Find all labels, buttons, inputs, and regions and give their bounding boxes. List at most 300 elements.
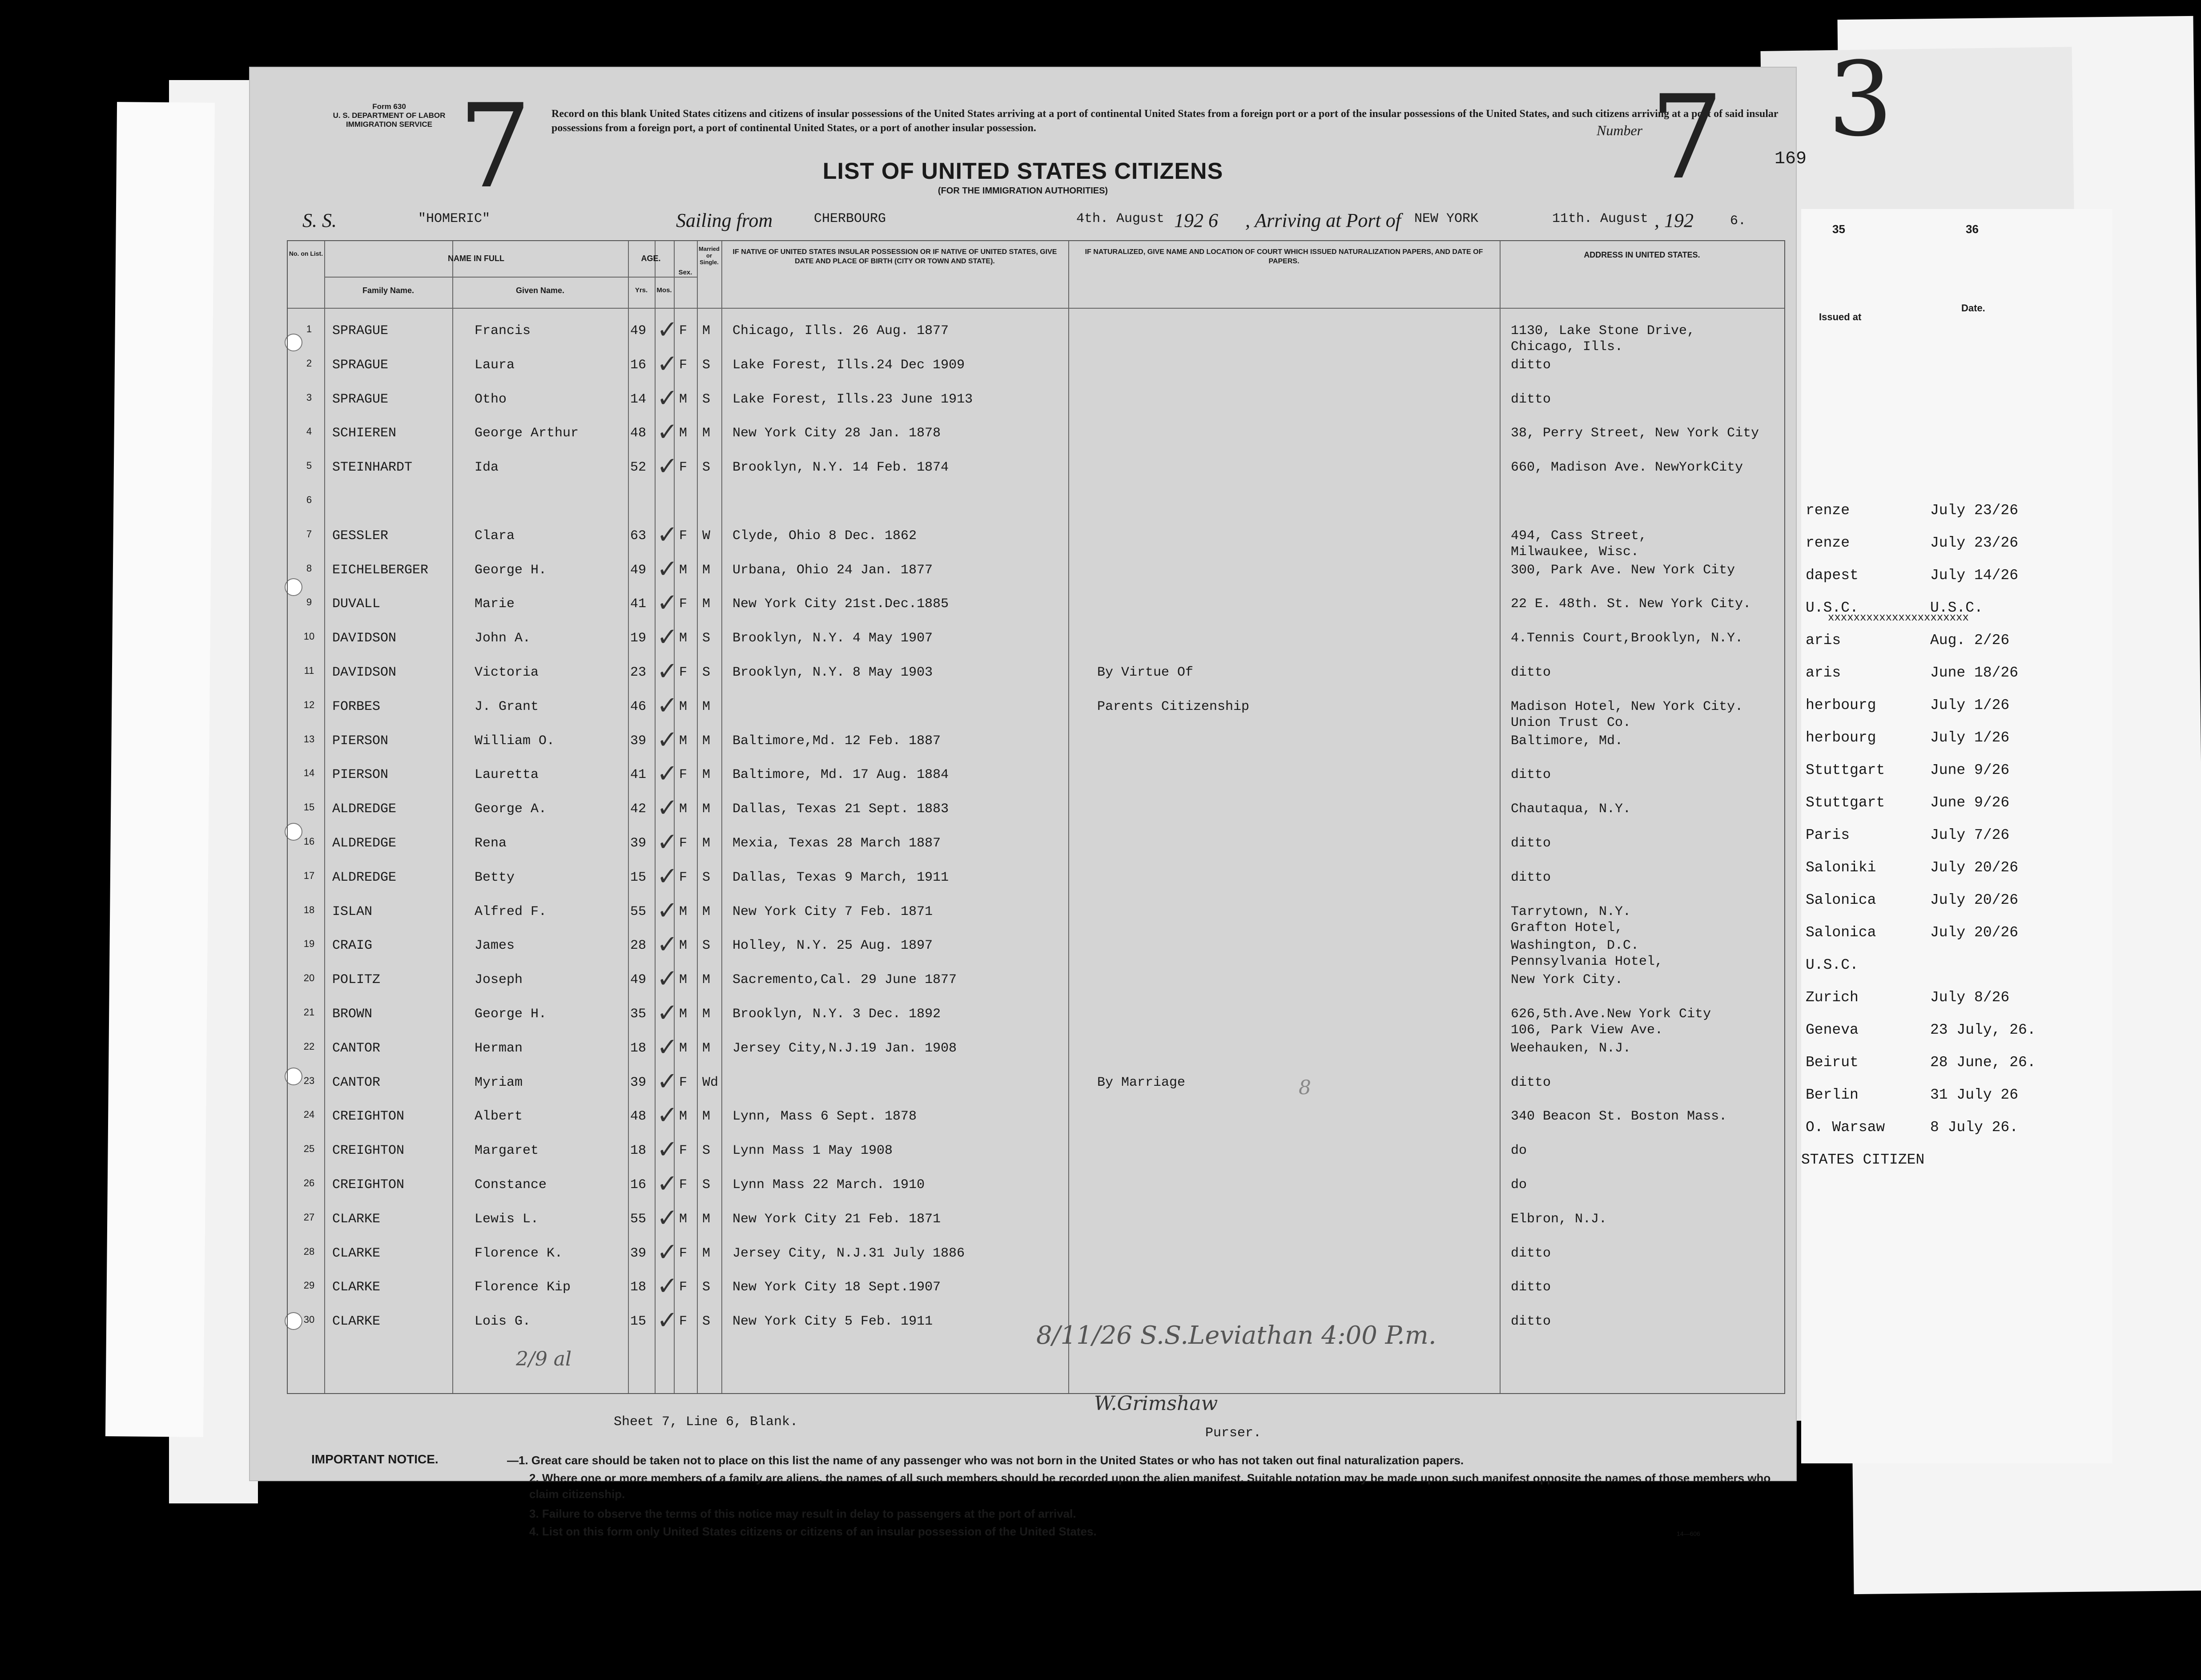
header-age: AGE. (641, 254, 661, 263)
check-mark-icon: ✓ (657, 520, 678, 549)
table-row (288, 1237, 1784, 1275)
table-row (288, 623, 1784, 660)
sex: M (679, 1040, 688, 1056)
form-identifier (322, 102, 456, 129)
strip-date: July 20/26 (1930, 892, 2019, 908)
row-number: 26 (303, 1177, 315, 1188)
table-row (288, 588, 1784, 626)
check-mark-icon: ✓ (657, 1169, 678, 1198)
arriving-label: , Arriving at Port of (1245, 209, 1401, 231)
number-label: Number (1597, 122, 1643, 138)
check-mark-icon: ✓ (657, 1135, 678, 1164)
given-name: Francis (475, 323, 531, 338)
table-row (288, 1272, 1784, 1309)
birth-date-place: Urbana, Ohio 24 Jan. 1877 (732, 562, 933, 578)
check-mark-icon: ✓ (657, 418, 678, 447)
marital-status: W (702, 528, 711, 544)
strip-issued-at: Beirut (1806, 1054, 1859, 1071)
check-mark-icon: ✓ (657, 999, 678, 1027)
age-years: 49 (630, 562, 647, 578)
birth-date-place: Lynn, Mass 6 Sept. 1878 (732, 1109, 917, 1124)
address: Baltimore, Md. (1511, 733, 1623, 749)
family-name: DAVIDSON (332, 631, 397, 646)
table-row (288, 896, 1784, 935)
marital-status: M (702, 1007, 711, 1022)
sex: M (679, 699, 688, 714)
birth-date-place: New York City 5 Feb. 1911 (732, 1314, 933, 1329)
marital-status: S (702, 357, 711, 373)
age-years: 16 (630, 1177, 647, 1193)
given-name: Ida (475, 460, 499, 475)
age-years: 48 (630, 1109, 647, 1124)
table-row (288, 1169, 1784, 1207)
notice-item-4: 4. List on this form only United States citizens or citizens of an insular possession of the United States. (529, 1525, 1097, 1538)
address: Washington, D.C. (1511, 938, 1639, 954)
address: ditto (1511, 665, 1551, 680)
given-name: Florence K. (475, 1245, 563, 1261)
address: Chautaqua, N.Y. (1511, 802, 1631, 817)
check-mark-icon: ✓ (657, 896, 678, 925)
row-number: 8 (306, 562, 312, 574)
address: ditto (1511, 767, 1551, 783)
strip-date: July 1/26 (1930, 729, 2010, 746)
age-years: 55 (630, 904, 647, 919)
birth-date-place: Sacremento,Cal. 29 June 1877 (732, 972, 957, 988)
strip-date: U.S.C. (1930, 600, 1983, 616)
header-months: Mos. (656, 286, 672, 294)
sex: F (679, 528, 688, 544)
marital-status: M (702, 1040, 711, 1056)
sex: F (679, 1143, 688, 1159)
table-row (288, 383, 1784, 421)
given-name: James (475, 938, 515, 954)
strip-issued-at: STATES CITIZEN (1801, 1152, 1925, 1168)
sex: M (679, 972, 688, 988)
given-name: George Arthur (475, 426, 579, 441)
birth-date-place: New York City 18 Sept.1907 (732, 1280, 941, 1295)
age-years: 52 (630, 460, 647, 475)
strip-issued-at: renze (1806, 535, 1850, 551)
row-number: 27 (303, 1211, 315, 1223)
address: ditto (1511, 1280, 1551, 1295)
strip-date: July 14/26 (1930, 567, 2019, 584)
marital-status: M (702, 767, 711, 783)
marital-status: M (702, 904, 711, 919)
age-years: 35 (630, 1007, 647, 1022)
table-row (288, 828, 1784, 865)
header-years: Yrs. (635, 286, 648, 294)
family-name: DUVALL (332, 596, 381, 612)
check-mark-icon: ✓ (657, 383, 678, 413)
age-years: 23 (630, 665, 647, 680)
age-years: 49 (630, 972, 647, 988)
given-name: Florence Kip (475, 1280, 571, 1295)
issued-at-header: Issued at (1819, 311, 1862, 322)
address: ditto (1511, 870, 1551, 885)
given-name: Alfred F. (475, 904, 547, 919)
check-mark-icon: ✓ (657, 1067, 678, 1096)
marital-status: M (702, 802, 711, 817)
family-name: CLARKE (332, 1245, 381, 1261)
given-name: Marie (475, 596, 515, 612)
check-mark-icon: ✓ (657, 349, 678, 379)
strip-issued-at: renze (1806, 502, 1850, 519)
address: 1130, Lake Stone Drive, (1511, 323, 1695, 338)
row-number: 18 (303, 904, 315, 915)
check-mark-icon: ✓ (657, 452, 678, 481)
sex: M (679, 802, 688, 817)
adjacent-sheet-strip (1801, 209, 2112, 1463)
sex: M (679, 426, 688, 441)
strip-date: 8 July 26. (1930, 1119, 2019, 1136)
header-given-name: Given Name. (515, 286, 565, 295)
age-years: 55 (630, 1211, 647, 1227)
date-header: Date. (1961, 302, 1985, 314)
sex: F (679, 836, 688, 851)
strip-issued-at: Berlin (1806, 1087, 1859, 1103)
age-years: 48 (630, 426, 647, 441)
family-name: SPRAGUE (332, 357, 389, 373)
background-paper (105, 102, 215, 1437)
row-number: 12 (303, 699, 315, 710)
sex: M (679, 391, 688, 407)
family-name: ALDREDGE (332, 870, 397, 885)
row-number: 11 (304, 665, 314, 676)
header-birthplace: IF NATIVE OF UNITED STATES INSULAR POSSESSION OR IF NATIVE OF UNITED STATES, GIVE DATE AND PLACE OF BIRTH (CITY OR TOWN AND STATE). (732, 248, 1057, 265)
check-mark-icon: ✓ (657, 930, 678, 959)
age-years: 39 (630, 1245, 647, 1261)
table-row (288, 1135, 1784, 1172)
address: Tarrytown, N.Y. (1511, 904, 1631, 919)
check-mark-icon: ✓ (657, 657, 678, 686)
arrival-year-digit: 6. (1730, 214, 1746, 229)
marital-status: M (702, 562, 711, 578)
strip-issued-at: Saloniki (1806, 859, 1876, 876)
address: 494, Cass Street, (1511, 528, 1647, 544)
address: 340 Beacon St. Boston Mass. (1511, 1109, 1727, 1124)
marital-status: M (702, 1245, 711, 1261)
sex: M (679, 1211, 688, 1227)
given-name: William O. (475, 733, 555, 749)
birth-date-place: Baltimore,Md. 12 Feb. 1887 (732, 733, 941, 749)
strip-issued-at: Salonica (1806, 892, 1876, 908)
address-line-2: Grafton Hotel, (1511, 920, 1623, 935)
family-name: SPRAGUE (332, 391, 389, 407)
given-name: Constance (475, 1177, 547, 1193)
table-row (288, 657, 1784, 694)
given-name: John A. (475, 631, 531, 646)
family-name: CANTOR (332, 1040, 381, 1056)
sex: F (679, 1177, 688, 1193)
age-years: 18 (630, 1040, 647, 1056)
given-name: Otho (475, 391, 507, 407)
strip-date: July 23/26 (1930, 502, 2019, 519)
given-name: George H. (475, 562, 547, 578)
family-name: FORBES (332, 699, 381, 714)
strip-date: July 7/26 (1930, 827, 2010, 843)
address-line-2: Pennsylvania Hotel, (1511, 954, 1663, 970)
given-name: George A. (475, 802, 547, 817)
table-row (288, 349, 1784, 387)
strip-date: July 20/26 (1930, 859, 2019, 876)
age-years: 41 (630, 767, 647, 783)
birth-date-place: New York City 21st.Dec.1885 (732, 596, 949, 612)
page-title: LIST OF UNITED STATES CITIZENS (822, 158, 1223, 184)
strip-issued-at: dapest (1806, 567, 1859, 584)
age-years: 63 (630, 528, 647, 544)
marital-status: S (702, 391, 711, 407)
age-years: 18 (630, 1143, 647, 1159)
family-name: SCHIEREN (332, 426, 397, 441)
given-name: Margaret (475, 1143, 539, 1159)
row-number: 24 (303, 1109, 315, 1120)
check-mark-icon: ✓ (657, 862, 678, 891)
row-number: 29 (303, 1280, 315, 1291)
row-number: 14 (303, 767, 315, 779)
birth-date-place: Lake Forest, Ills.24 Dec 1909 (732, 357, 965, 373)
service-name: IMMIGRATION SERVICE (346, 120, 432, 129)
check-mark-icon: ✓ (657, 691, 678, 720)
family-name: ALDREDGE (332, 802, 397, 817)
given-name: George H. (475, 1007, 547, 1022)
check-mark-icon: ✓ (657, 1203, 678, 1233)
row-number: 4 (306, 426, 312, 437)
check-mark-icon: ✓ (657, 315, 678, 344)
departure-port: CHERBOURG (814, 211, 886, 226)
row-number: 3 (306, 391, 312, 403)
family-name: CREIGHTON (332, 1143, 405, 1159)
corner-handwritten-mark: 2/9 al (516, 1348, 572, 1370)
strip-issued-at: O. Warsaw (1806, 1119, 1885, 1136)
address: do (1511, 1177, 1527, 1193)
given-name: Clara (475, 528, 515, 544)
address: 660, Madison Ave. NewYorkCity (1511, 460, 1743, 475)
marital-status: S (702, 631, 711, 646)
address: Elbron, N.J. (1511, 1211, 1607, 1227)
birth-date-place: Dallas, Texas 21 Sept. 1883 (732, 802, 949, 817)
address: ditto (1511, 391, 1551, 407)
table-row (288, 452, 1784, 489)
manifest-sheet (249, 67, 1807, 1481)
strip-date: Aug. 2/26 (1930, 632, 2010, 649)
age-years: 46 (630, 699, 647, 714)
birth-date-place: Dallas, Texas 9 March, 1911 (732, 870, 949, 885)
marital-status: M (702, 699, 711, 714)
check-mark-icon: ✓ (657, 1101, 678, 1130)
notice-item-3: 3. Failure to observe the terms of this notice may result in delay to passengers at the port of arrival. (529, 1507, 1076, 1520)
family-name: CREIGHTON (332, 1109, 405, 1124)
table-row (288, 490, 1784, 524)
age-years: 41 (630, 596, 647, 612)
marital-status: M (702, 323, 711, 338)
sex: M (679, 733, 688, 749)
given-name: Victoria (475, 665, 539, 680)
row-number: 30 (303, 1314, 315, 1325)
notice-item-1: —1. Great care should be taken not to place on this list the name of any passenger who was not born in the United States or who has not taken out final naturalization papers. (507, 1454, 1464, 1467)
check-mark-icon: ✓ (657, 1237, 678, 1267)
row-number: 2 (306, 357, 312, 369)
other-sheet-mark: 3 (1828, 40, 1893, 159)
sailing-label: Sailing from (676, 209, 773, 231)
birth-date-place: Lynn Mass 22 March. 1910 (732, 1177, 925, 1193)
family-name: CRAIG (332, 938, 373, 954)
given-name: Laura (475, 357, 515, 373)
check-mark-icon: ✓ (657, 725, 678, 754)
address: do (1511, 1143, 1527, 1159)
address: 626,5th.Ave.New York City (1511, 1007, 1711, 1022)
address: New York City. (1511, 972, 1623, 988)
family-name: EICHELBERGER (332, 562, 429, 578)
table-row (288, 999, 1784, 1038)
given-name: Myriam (475, 1075, 523, 1090)
notice-label: IMPORTANT NOTICE. (311, 1452, 439, 1466)
row-number: 19 (303, 938, 315, 950)
address: ditto (1511, 1314, 1551, 1329)
arrival-date: 11th. August (1552, 211, 1649, 226)
strip-date: July 1/26 (1930, 697, 2010, 713)
stamped-list-number: 169 (1774, 149, 1807, 169)
sex: F (679, 1314, 688, 1329)
pencil-stamp-mark: 8 (1299, 1076, 1311, 1099)
marital-status: M (702, 733, 711, 749)
marital-status: S (702, 460, 711, 475)
strip-issued-at: Salonica (1806, 924, 1876, 941)
family-name: GESSLER (332, 528, 389, 544)
arrival-port: NEW YORK (1414, 211, 1479, 226)
address: Weehauken, N.J. (1511, 1040, 1631, 1056)
age-years: 39 (630, 1075, 647, 1090)
sex: F (679, 1075, 688, 1090)
family-name: CREIGHTON (332, 1177, 405, 1193)
sex: F (679, 357, 688, 373)
department-name: U. S. DEPARTMENT OF LABOR (333, 111, 446, 120)
row-number: 13 (303, 733, 315, 745)
birth-date-place: Baltimore, Md. 17 Aug. 1884 (732, 767, 949, 783)
ss-label: S. S. (302, 209, 337, 231)
table-row (288, 1101, 1784, 1138)
marital-status: S (702, 665, 711, 680)
row-number: 9 (306, 596, 312, 608)
departure-year: 192 6 (1174, 209, 1218, 231)
age-years: 49 (630, 323, 647, 338)
family-name: ALDREDGE (332, 836, 397, 851)
sex: F (679, 767, 688, 783)
handwritten-list-number: 7 (1650, 71, 1724, 205)
check-mark-icon: ✓ (657, 1306, 678, 1335)
sex: F (679, 1245, 688, 1261)
page-subtitle: (FOR THE IMMIGRATION AUTHORITIES) (938, 186, 1108, 196)
sex: F (679, 870, 688, 885)
table-row (288, 554, 1784, 592)
given-name: Joseph (475, 972, 523, 988)
row-number: 15 (303, 802, 315, 813)
row-number: 20 (303, 972, 315, 984)
table-row (288, 964, 1784, 1002)
marital-status: S (702, 1143, 711, 1159)
address: 300, Park Ave. New York City (1511, 562, 1735, 578)
strip-issued-at: U.S.C. (1806, 600, 1859, 616)
given-name: Lauretta (475, 767, 539, 783)
row-number: 17 (303, 870, 315, 881)
address: ditto (1511, 836, 1551, 851)
given-name: Lois G. (475, 1314, 531, 1329)
column-35-header: 35 (1832, 222, 1845, 236)
family-name: ISLAN (332, 904, 373, 919)
strip-crossout-line: xxxxxxxxxxxxxxxxxxxxxx (1828, 612, 1969, 624)
table-row (288, 1203, 1784, 1241)
table-row (288, 691, 1784, 730)
ship-name: "HOMERIC" (418, 211, 491, 226)
birth-date-place: Lynn Mass 1 May 1908 (732, 1143, 893, 1159)
given-name: Betty (475, 870, 515, 885)
birth-date-place: Brooklyn, N.Y. 3 Dec. 1892 (732, 1007, 941, 1022)
age-years: 16 (630, 357, 647, 373)
birth-date-place: Chicago, Ills. 26 Aug. 1877 (732, 323, 949, 338)
naturalization: By Marriage (1097, 1075, 1186, 1090)
purser-label: Purser. (1205, 1426, 1262, 1441)
age-years: 15 (630, 1314, 647, 1329)
sex: M (679, 904, 688, 919)
birth-date-place: Brooklyn, N.Y. 4 May 1907 (732, 631, 933, 646)
check-mark-icon: ✓ (657, 759, 678, 789)
naturalization: By Virtue Of (1097, 665, 1194, 680)
check-mark-icon: ✓ (657, 964, 678, 994)
marital-status: M (702, 1211, 711, 1227)
age-years: 19 (630, 631, 647, 646)
address: ditto (1511, 1245, 1551, 1261)
given-name: Albert (475, 1109, 523, 1124)
address: 38, Perry Street, New York City (1511, 426, 1759, 441)
sex: M (679, 1109, 688, 1124)
address: ditto (1511, 357, 1551, 373)
check-mark-icon: ✓ (657, 794, 678, 823)
address-line-2: Milwaukee, Wisc. (1511, 544, 1639, 560)
marital-status: M (702, 596, 711, 612)
strip-issued-at: herbourg (1806, 729, 1876, 746)
row-number: 1 (306, 323, 312, 334)
age-years: 18 (630, 1280, 647, 1295)
strip-date: 28 June, 26. (1930, 1054, 2036, 1071)
marital-status: S (702, 1280, 711, 1295)
strip-issued-at: Geneva (1806, 1022, 1859, 1038)
family-name: CLARKE (332, 1280, 381, 1295)
family-name: CANTOR (332, 1075, 381, 1090)
address: 22 E. 48th. St. New York City. (1511, 596, 1751, 612)
birth-date-place: Jersey City,N.J.19 Jan. 1908 (732, 1040, 957, 1056)
birth-date-place: New York City 28 Jan. 1878 (732, 426, 941, 441)
sex: F (679, 665, 688, 680)
family-name: DAVIDSON (332, 665, 397, 680)
birth-date-place: Brooklyn, N.Y. 8 May 1903 (732, 665, 933, 680)
check-mark-icon: ✓ (657, 623, 678, 652)
header-address: ADDRESS IN UNITED STATES. (1584, 250, 1700, 259)
age-years: 39 (630, 733, 647, 749)
family-name: PIERSON (332, 733, 389, 749)
sex: F (679, 596, 688, 612)
check-mark-icon: ✓ (657, 588, 678, 618)
age-years: 28 (630, 938, 647, 954)
age-years: 39 (630, 836, 647, 851)
table-row (288, 862, 1784, 899)
address: ditto (1511, 1075, 1551, 1090)
row-number: 16 (303, 836, 315, 847)
table-row (288, 725, 1784, 763)
marital-status: M (702, 426, 711, 441)
table-row (288, 1032, 1784, 1070)
header-family-name: Family Name. (362, 286, 414, 295)
birth-date-place: Brooklyn, N.Y. 14 Feb. 1874 (732, 460, 949, 475)
strip-issued-at: Paris (1806, 827, 1850, 843)
